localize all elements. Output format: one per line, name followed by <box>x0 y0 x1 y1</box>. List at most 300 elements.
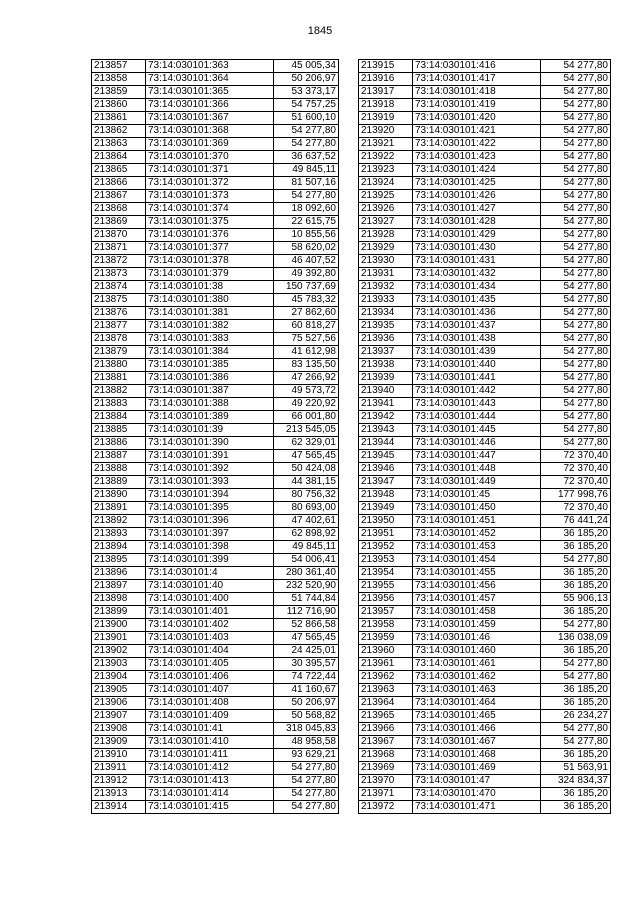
table-row <box>359 788 611 801</box>
value-cell: 50 568,82 <box>274 710 339 723</box>
value-cell: 54 757,25 <box>274 99 339 112</box>
right-register-table <box>358 59 611 814</box>
value-cell: 54 277,80 <box>541 190 611 203</box>
value-cell: 66 001,80 <box>274 411 339 424</box>
cadastral-number-cell: 73:14:030101:425 <box>413 177 541 190</box>
value-cell: 112 716,90 <box>274 606 339 619</box>
record-number-cell: 213903 <box>92 658 146 671</box>
cadastral-number-cell: 73:14:030101:390 <box>146 437 274 450</box>
record-number-cell: 213893 <box>92 528 146 541</box>
cadastral-number-cell: 73:14:030101:464 <box>413 697 541 710</box>
record-number-cell: 213926 <box>359 203 413 216</box>
record-number-cell: 213859 <box>92 86 146 99</box>
cadastral-number-cell: 73:14:030101:467 <box>413 736 541 749</box>
record-number-cell: 213906 <box>92 697 146 710</box>
value-cell: 54 277,80 <box>541 294 611 307</box>
cadastral-number-cell: 73:14:030101:411 <box>146 749 274 762</box>
cadastral-number-cell: 73:14:030101:460 <box>413 645 541 658</box>
value-cell: 47 565,45 <box>274 632 339 645</box>
value-cell: 54 277,80 <box>541 138 611 151</box>
value-cell: 36 185,20 <box>541 684 611 697</box>
cadastral-number-cell: 73:14:030101:408 <box>146 697 274 710</box>
cadastral-number-cell: 73:14:030101:396 <box>146 515 274 528</box>
value-cell: 54 277,80 <box>274 801 339 814</box>
table-row <box>359 762 611 775</box>
record-number-cell: 213917 <box>359 86 413 99</box>
value-cell: 36 185,20 <box>541 801 611 814</box>
cadastral-number-cell: 73:14:030101:426 <box>413 190 541 203</box>
cadastral-number-cell: 73:14:030101:404 <box>146 645 274 658</box>
value-cell: 83 135,50 <box>274 359 339 372</box>
record-number-cell: 213924 <box>359 177 413 190</box>
record-number-cell: 213928 <box>359 229 413 242</box>
record-number-cell: 213949 <box>359 502 413 515</box>
record-number-cell: 213918 <box>359 99 413 112</box>
cadastral-number-cell: 73:14:030101:382 <box>146 320 274 333</box>
value-cell: 50 206,97 <box>274 697 339 710</box>
value-cell: 36 185,20 <box>541 749 611 762</box>
record-number-cell: 213939 <box>359 372 413 385</box>
record-number-cell: 213960 <box>359 645 413 658</box>
value-cell: 136 038,09 <box>541 632 611 645</box>
record-number-cell: 213879 <box>92 346 146 359</box>
value-cell: 60 818,27 <box>274 320 339 333</box>
value-cell: 54 277,80 <box>541 658 611 671</box>
cadastral-number-cell: 73:14:030101:447 <box>413 450 541 463</box>
table-row <box>359 86 611 99</box>
value-cell: 49 220,92 <box>274 398 339 411</box>
cadastral-number-cell: 73:14:030101:377 <box>146 242 274 255</box>
table-row <box>92 268 339 281</box>
table-row <box>359 606 611 619</box>
cadastral-number-cell: 73:14:030101:39 <box>146 424 274 437</box>
record-number-cell: 213954 <box>359 567 413 580</box>
table-row <box>359 216 611 229</box>
record-number-cell: 213913 <box>92 788 146 801</box>
table-row <box>359 632 611 645</box>
value-cell: 36 185,20 <box>541 697 611 710</box>
record-number-cell: 213885 <box>92 424 146 437</box>
cadastral-number-cell: 73:14:030101:38 <box>146 281 274 294</box>
record-number-cell: 213967 <box>359 736 413 749</box>
value-cell: 36 185,20 <box>541 567 611 580</box>
record-number-cell: 213951 <box>359 528 413 541</box>
value-cell: 41 160,67 <box>274 684 339 697</box>
table-row <box>359 255 611 268</box>
table-row <box>92 645 339 658</box>
cadastral-number-cell: 73:14:030101:454 <box>413 554 541 567</box>
value-cell: 48 958,58 <box>274 736 339 749</box>
value-cell: 22 615,75 <box>274 216 339 229</box>
table-row <box>359 736 611 749</box>
table-row <box>359 294 611 307</box>
cadastral-number-cell: 73:14:030101:471 <box>413 801 541 814</box>
record-number-cell: 213884 <box>92 411 146 424</box>
cadastral-number-cell: 73:14:030101:436 <box>413 307 541 320</box>
record-number-cell: 213880 <box>92 359 146 372</box>
cadastral-number-cell: 73:14:030101:435 <box>413 294 541 307</box>
value-cell: 51 563,91 <box>541 762 611 775</box>
cadastral-number-cell: 73:14:030101:415 <box>146 801 274 814</box>
cadastral-number-cell: 73:14:030101:388 <box>146 398 274 411</box>
value-cell: 54 277,80 <box>541 307 611 320</box>
value-cell: 51 600,10 <box>274 112 339 125</box>
record-number-cell: 213866 <box>92 177 146 190</box>
record-number-cell: 213971 <box>359 788 413 801</box>
record-number-cell: 213892 <box>92 515 146 528</box>
table-row <box>359 398 611 411</box>
record-number-cell: 213938 <box>359 359 413 372</box>
table-row <box>359 359 611 372</box>
value-cell: 54 277,80 <box>541 437 611 450</box>
table-row <box>92 437 339 450</box>
record-number-cell: 213959 <box>359 632 413 645</box>
record-number-cell: 213941 <box>359 398 413 411</box>
value-cell: 45 005,34 <box>274 60 339 73</box>
record-number-cell: 213958 <box>359 619 413 632</box>
cadastral-number-cell: 73:14:030101:443 <box>413 398 541 411</box>
cadastral-number-cell: 73:14:030101:432 <box>413 268 541 281</box>
table-row <box>92 190 339 203</box>
table-row <box>359 242 611 255</box>
value-cell: 30 395,57 <box>274 658 339 671</box>
cadastral-number-cell: 73:14:030101:46 <box>413 632 541 645</box>
cadastral-number-cell: 73:14:030101:379 <box>146 268 274 281</box>
table-row <box>92 177 339 190</box>
table-row <box>92 281 339 294</box>
cadastral-number-cell: 73:14:030101:4 <box>146 567 274 580</box>
cadastral-number-cell: 73:14:030101:420 <box>413 112 541 125</box>
table-row <box>92 138 339 151</box>
record-number-cell: 213867 <box>92 190 146 203</box>
table-row <box>92 567 339 580</box>
record-number-cell: 213889 <box>92 476 146 489</box>
table-row <box>92 307 339 320</box>
cadastral-number-cell: 73:14:030101:439 <box>413 346 541 359</box>
table-row <box>359 684 611 697</box>
table-row <box>359 203 611 216</box>
record-number-cell: 213944 <box>359 437 413 450</box>
table-row <box>92 658 339 671</box>
value-cell: 49 845,11 <box>274 541 339 554</box>
cadastral-number-cell: 73:14:030101:394 <box>146 489 274 502</box>
value-cell: 80 756,32 <box>274 489 339 502</box>
cadastral-number-cell: 73:14:030101:438 <box>413 333 541 346</box>
table-row <box>359 658 611 671</box>
table-row <box>359 645 611 658</box>
record-number-cell: 213858 <box>92 73 146 86</box>
cadastral-number-cell: 73:14:030101:373 <box>146 190 274 203</box>
value-cell: 47 565,45 <box>274 450 339 463</box>
table-row <box>359 463 611 476</box>
table-row <box>92 489 339 502</box>
value-cell: 54 277,80 <box>541 723 611 736</box>
value-cell: 62 898,92 <box>274 528 339 541</box>
record-number-cell: 213957 <box>359 606 413 619</box>
table-row <box>359 372 611 385</box>
table-row <box>92 164 339 177</box>
cadastral-number-cell: 73:14:030101:395 <box>146 502 274 515</box>
record-number-cell: 213911 <box>92 762 146 775</box>
record-number-cell: 213966 <box>359 723 413 736</box>
cadastral-number-cell: 73:14:030101:419 <box>413 99 541 112</box>
record-number-cell: 213925 <box>359 190 413 203</box>
cadastral-number-cell: 73:14:030101:414 <box>146 788 274 801</box>
value-cell: 36 637,52 <box>274 151 339 164</box>
record-number-cell: 213970 <box>359 775 413 788</box>
value-cell: 49 392,80 <box>274 268 339 281</box>
record-number-cell: 213930 <box>359 255 413 268</box>
record-number-cell: 213968 <box>359 749 413 762</box>
value-cell: 80 693,00 <box>274 502 339 515</box>
table-row <box>359 749 611 762</box>
table-row <box>359 567 611 580</box>
cadastral-number-cell: 73:14:030101:422 <box>413 138 541 151</box>
table-row <box>92 450 339 463</box>
value-cell: 51 744,84 <box>274 593 339 606</box>
table-row <box>359 593 611 606</box>
value-cell: 54 277,80 <box>274 190 339 203</box>
table-row <box>92 749 339 762</box>
table-row <box>359 385 611 398</box>
cadastral-number-cell: 73:14:030101:457 <box>413 593 541 606</box>
record-number-cell: 213864 <box>92 151 146 164</box>
value-cell: 54 277,80 <box>274 138 339 151</box>
record-number-cell: 213863 <box>92 138 146 151</box>
cadastral-number-cell: 73:14:030101:451 <box>413 515 541 528</box>
cadastral-number-cell: 73:14:030101:386 <box>146 372 274 385</box>
value-cell: 50 206,97 <box>274 73 339 86</box>
value-cell: 41 612,98 <box>274 346 339 359</box>
value-cell: 72 370,40 <box>541 450 611 463</box>
record-number-cell: 213929 <box>359 242 413 255</box>
value-cell: 36 185,20 <box>541 541 611 554</box>
cadastral-number-cell: 73:14:030101:465 <box>413 710 541 723</box>
record-number-cell: 213946 <box>359 463 413 476</box>
value-cell: 54 277,80 <box>541 281 611 294</box>
cadastral-number-cell: 73:14:030101:462 <box>413 671 541 684</box>
table-row <box>359 528 611 541</box>
value-cell: 54 277,80 <box>541 346 611 359</box>
value-cell: 54 277,80 <box>541 99 611 112</box>
table-row <box>92 411 339 424</box>
record-number-cell: 213914 <box>92 801 146 814</box>
record-number-cell: 213972 <box>359 801 413 814</box>
table-row <box>92 112 339 125</box>
record-number-cell: 213920 <box>359 125 413 138</box>
record-number-cell: 213891 <box>92 502 146 515</box>
table-row <box>359 138 611 151</box>
value-cell: 54 277,80 <box>541 411 611 424</box>
record-number-cell: 213909 <box>92 736 146 749</box>
value-cell: 54 277,80 <box>541 255 611 268</box>
table-row <box>359 346 611 359</box>
record-number-cell: 213961 <box>359 658 413 671</box>
record-number-cell: 213900 <box>92 619 146 632</box>
cadastral-number-cell: 73:14:030101:365 <box>146 86 274 99</box>
table-row <box>359 151 611 164</box>
cadastral-number-cell: 73:14:030101:389 <box>146 411 274 424</box>
cadastral-number-cell: 73:14:030101:455 <box>413 567 541 580</box>
record-number-cell: 213907 <box>92 710 146 723</box>
value-cell: 54 277,80 <box>541 736 611 749</box>
value-cell: 232 520,90 <box>274 580 339 593</box>
cadastral-number-cell: 73:14:030101:456 <box>413 580 541 593</box>
record-number-cell: 213922 <box>359 151 413 164</box>
cadastral-number-cell: 73:14:030101:368 <box>146 125 274 138</box>
record-number-cell: 213861 <box>92 112 146 125</box>
cadastral-number-cell: 73:14:030101:416 <box>413 60 541 73</box>
table-row <box>92 346 339 359</box>
table-row <box>92 671 339 684</box>
record-number-cell: 213916 <box>359 73 413 86</box>
cadastral-number-cell: 73:14:030101:47 <box>413 775 541 788</box>
cadastral-number-cell: 73:14:030101:385 <box>146 359 274 372</box>
table-row <box>359 60 611 73</box>
record-number-cell: 213874 <box>92 281 146 294</box>
cadastral-number-cell: 73:14:030101:374 <box>146 203 274 216</box>
value-cell: 72 370,40 <box>541 476 611 489</box>
cadastral-number-cell: 73:14:030101:376 <box>146 229 274 242</box>
value-cell: 36 185,20 <box>541 645 611 658</box>
cadastral-number-cell: 73:14:030101:363 <box>146 60 274 73</box>
table-row <box>92 424 339 437</box>
value-cell: 54 277,80 <box>541 216 611 229</box>
table-row <box>359 437 611 450</box>
table-row <box>359 177 611 190</box>
value-cell: 49 573,72 <box>274 385 339 398</box>
value-cell: 93 629,21 <box>274 749 339 762</box>
record-number-cell: 213873 <box>92 268 146 281</box>
cadastral-number-cell: 73:14:030101:375 <box>146 216 274 229</box>
value-cell: 36 185,20 <box>541 580 611 593</box>
value-cell: 54 277,80 <box>541 372 611 385</box>
value-cell: 54 277,80 <box>541 671 611 684</box>
value-cell: 53 373,17 <box>274 86 339 99</box>
value-cell: 76 441,24 <box>541 515 611 528</box>
table-row <box>359 775 611 788</box>
value-cell: 54 277,80 <box>274 788 339 801</box>
record-number-cell: 213921 <box>359 138 413 151</box>
value-cell: 54 006,41 <box>274 554 339 567</box>
table-row <box>359 307 611 320</box>
cadastral-number-cell: 73:14:030101:431 <box>413 255 541 268</box>
table-row <box>92 320 339 333</box>
value-cell: 150 737,69 <box>274 281 339 294</box>
record-number-cell: 213888 <box>92 463 146 476</box>
record-number-cell: 213905 <box>92 684 146 697</box>
cadastral-number-cell: 73:14:030101:453 <box>413 541 541 554</box>
value-cell: 54 277,80 <box>541 333 611 346</box>
table-row <box>359 320 611 333</box>
cadastral-number-cell: 73:14:030101:367 <box>146 112 274 125</box>
record-number-cell: 213871 <box>92 242 146 255</box>
cadastral-number-cell: 73:14:030101:461 <box>413 658 541 671</box>
cadastral-number-cell: 73:14:030101:423 <box>413 151 541 164</box>
table-row <box>359 164 611 177</box>
record-number-cell: 213857 <box>92 60 146 73</box>
cadastral-number-cell: 73:14:030101:444 <box>413 411 541 424</box>
table-row <box>359 73 611 86</box>
value-cell: 54 277,80 <box>541 203 611 216</box>
value-cell: 44 381,15 <box>274 476 339 489</box>
cadastral-number-cell: 73:14:030101:398 <box>146 541 274 554</box>
value-cell: 54 277,80 <box>541 177 611 190</box>
record-number-cell: 213923 <box>359 164 413 177</box>
value-cell: 47 402,61 <box>274 515 339 528</box>
table-row <box>359 502 611 515</box>
record-number-cell: 213912 <box>92 775 146 788</box>
table-row <box>359 268 611 281</box>
table-row <box>92 372 339 385</box>
table-row <box>359 697 611 710</box>
record-number-cell: 213877 <box>92 320 146 333</box>
cadastral-number-cell: 73:14:030101:41 <box>146 723 274 736</box>
cadastral-number-cell: 73:14:030101:403 <box>146 632 274 645</box>
cadastral-number-cell: 73:14:030101:392 <box>146 463 274 476</box>
value-cell: 54 277,80 <box>541 320 611 333</box>
table-row <box>92 255 339 268</box>
value-cell: 58 620,02 <box>274 242 339 255</box>
value-cell: 26 234,27 <box>541 710 611 723</box>
cadastral-number-cell: 73:14:030101:424 <box>413 164 541 177</box>
cadastral-number-cell: 73:14:030101:397 <box>146 528 274 541</box>
record-number-cell: 213942 <box>359 411 413 424</box>
table-row <box>359 619 611 632</box>
cadastral-number-cell: 73:14:030101:417 <box>413 73 541 86</box>
cadastral-number-cell: 73:14:030101:413 <box>146 775 274 788</box>
table-row <box>359 190 611 203</box>
table-row <box>359 580 611 593</box>
cadastral-number-cell: 73:14:030101:445 <box>413 424 541 437</box>
table-row <box>359 450 611 463</box>
value-cell: 54 277,80 <box>541 112 611 125</box>
cadastral-number-cell: 73:14:030101:437 <box>413 320 541 333</box>
table-row <box>359 541 611 554</box>
record-number-cell: 213952 <box>359 541 413 554</box>
table-row <box>359 515 611 528</box>
right-table-body <box>359 60 611 814</box>
value-cell: 47 266,92 <box>274 372 339 385</box>
record-number-cell: 213890 <box>92 489 146 502</box>
record-number-cell: 213956 <box>359 593 413 606</box>
value-cell: 62 329,01 <box>274 437 339 450</box>
record-number-cell: 213950 <box>359 515 413 528</box>
table-row <box>92 723 339 736</box>
table-row <box>92 554 339 567</box>
table-row <box>359 489 611 502</box>
value-cell: 54 277,80 <box>541 424 611 437</box>
cadastral-number-cell: 73:14:030101:381 <box>146 307 274 320</box>
value-cell: 50 424,08 <box>274 463 339 476</box>
cadastral-number-cell: 73:14:030101:369 <box>146 138 274 151</box>
value-cell: 74 722,44 <box>274 671 339 684</box>
table-row <box>92 60 339 73</box>
table-row <box>92 515 339 528</box>
record-number-cell: 213933 <box>359 294 413 307</box>
value-cell: 54 277,80 <box>541 125 611 138</box>
value-cell: 213 545,05 <box>274 424 339 437</box>
table-row <box>92 775 339 788</box>
table-row <box>92 359 339 372</box>
cadastral-number-cell: 73:14:030101:470 <box>413 788 541 801</box>
record-number-cell: 213953 <box>359 554 413 567</box>
value-cell: 54 277,80 <box>541 554 611 567</box>
record-number-cell: 213887 <box>92 450 146 463</box>
value-cell: 75 527,56 <box>274 333 339 346</box>
cadastral-number-cell: 73:14:030101:380 <box>146 294 274 307</box>
cadastral-number-cell: 73:14:030101:372 <box>146 177 274 190</box>
